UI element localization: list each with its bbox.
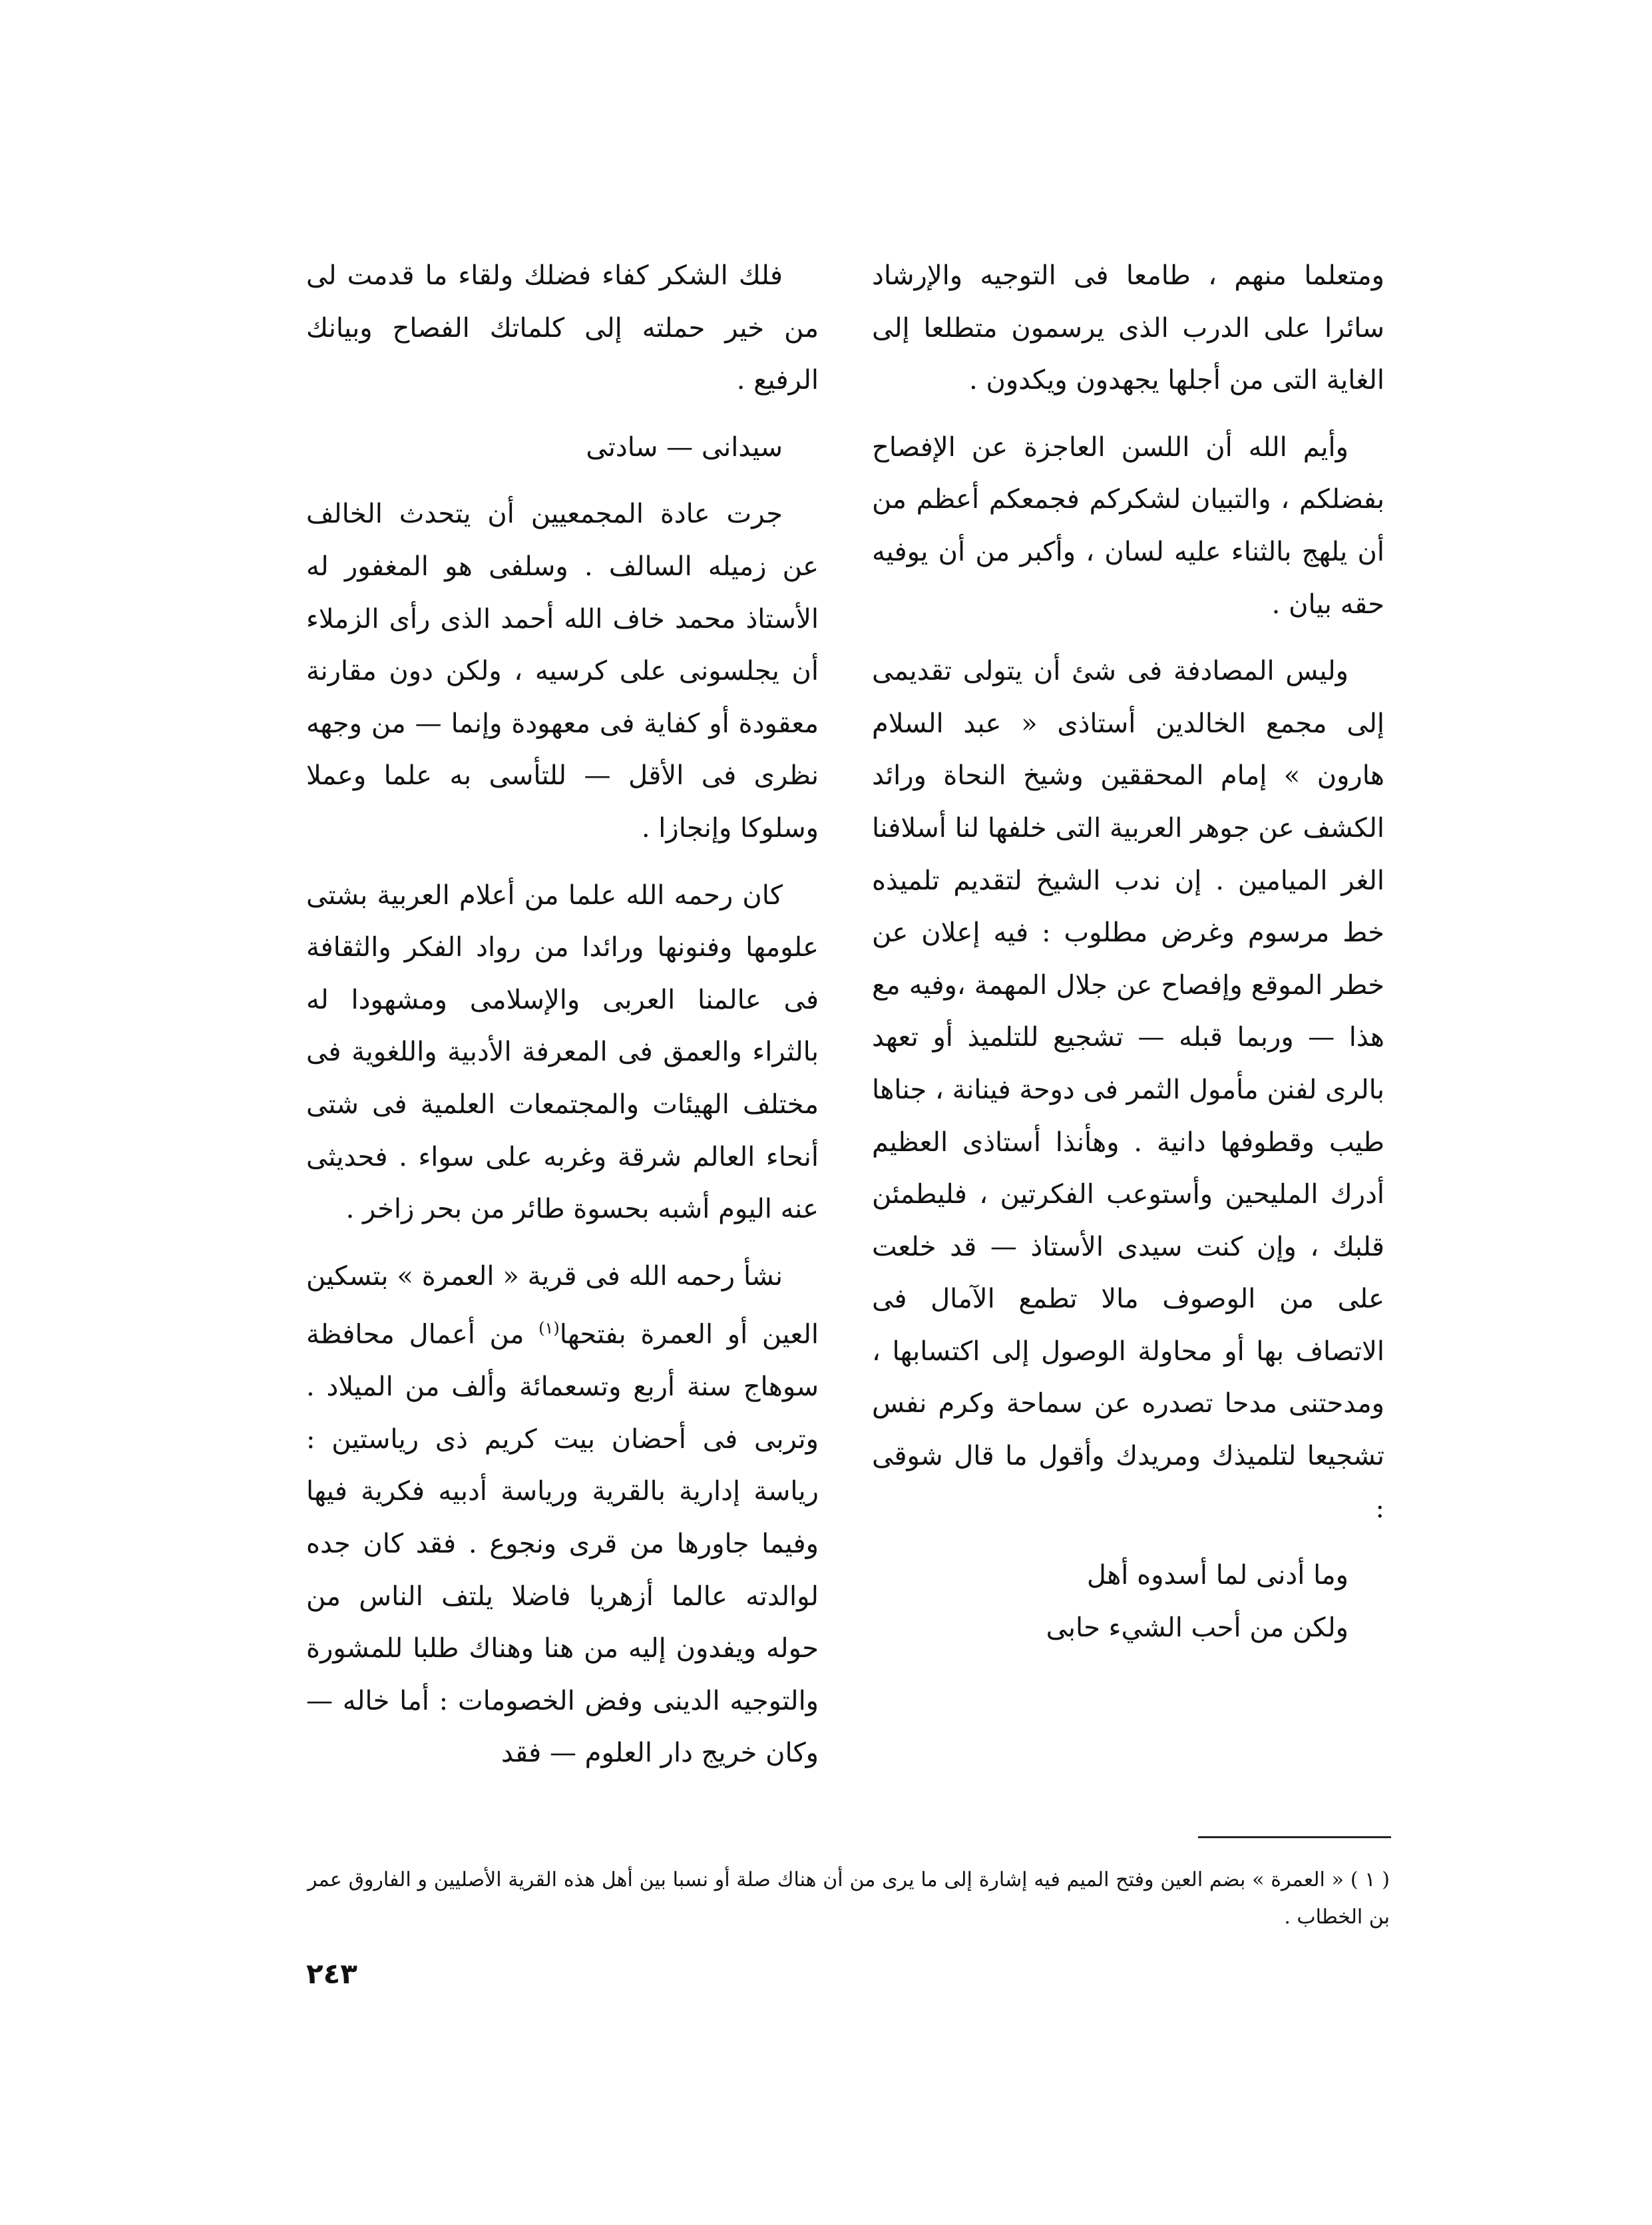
paragraph-text: نشأ رحمه الله فى قرية « العمرة » بتسكين العين أو العمرة بفتحها (306, 1260, 819, 1350)
poem-verse: ولكن من أحب الشيء حابى (1046, 1612, 1348, 1643)
page-number: ٢٤٣ (306, 1957, 357, 1990)
paragraph-text: من أعمال محافظة سوهاج سنة أربع وتسعمائة وألف من الميلاد . وتربى فى أحضان بيت كريم ذى رياستين : رياسة إدارية بالقرية ورياسة أدبيه فكرية فيها وفيما جاورها من قرى ونجوع . فقد كان جده لوالدته عالما أزهريا فاضلا يلتف الناس من حوله ويفدون إليه من هنا وهناك طلبا للمشورة والتوجيه الدينى وفض الخصومات : أما خاله — وكان خريج دار العلوم — فقد (306, 1319, 819, 1769)
paragraph: وأيم الله أن اللسن العاجزة عن الإفصاح بفضلكم ، والتبيان لشكركم فجمعكم أعظم من أن يلهج بالثناء عليه لسان ، وأكبر من أن يوفيه حقه بيان . (872, 431, 1385, 620)
poem-verse: وما أدنى لما أسدوه أهل (1086, 1560, 1348, 1591)
right-column (872, 250, 1384, 1654)
paragraph (306, 1250, 819, 1780)
paragraph: وليس المصادفة فى شئ أن يتولى تقديمى إلى مجمع الخالدين أستاذى « عبد السلام هارون » إمام المحققين وشيخ النحاة ورائد الكشف عن جوهر العربية التى خلفها لنا أسلافنا الغر الميامين . إن ندب الشيخ لتقديم تلميذه خط مرسوم وغرض مطلوب : فيه إعلان عن خطر الموقع وإفصاح عن جلال المهمة ،وفيه مع هذا — وربما قبله — تشجيع للتلميذ أو تعهد بالرى لفنن مأمول الثمر فى دوحة فينانة ، جناها طيب وقطوفها دانية . وهأنذا أستاذى العظيم أدرك المليحين وأستوعب الفكرتين ، فليطمئن قلبك ، وإن كنت سيدى الأستاذ — قد خلعت على من الوصوف مالا تطمع الآمال فى الاتصاف بها أو محاولة الوصول إلى اكتسابها ، ومدحتنى مدحا تصدره عن سماحة وكرم نفس تشجيعا لتلميذك ومريدك وأقول ما قال شوقى : (872, 656, 1384, 1524)
paragraph: ومتعلما منهم ، طامعا فى التوجيه والإرشاد سائرا على الدرب الذى يرسمون متطلعا إلى الغاية التى من أجلها يجهدون ويكدون . (872, 260, 1384, 396)
paragraph: جرت عادة المجمعيين أن يتحدث الخالف عن زميله السالف . وسلفى هو المغفور له الأستاذ محمد خاف الله أحمد الذى رأى الزملاء أن يجلسونى على كرسيه ، ولكن دون مقارنة معقودة أو كفاية فى معهودة وإنما — من وجهه نظرى فى الأقل — للتأسى به علما وعملا وسلوكا وإنجازا . (306, 499, 819, 844)
salutation: سيدانى — سادتى (586, 431, 783, 463)
paragraph: فلك الشكر كفاء فضلك ولقاء ما قدمت لى من خير حملته إلى كلماتك الفصاح وبيانك الرفيع . (306, 260, 819, 396)
paragraph: كان رحمه الله علما من أعلام العربية بشتى علومها وفنونها ورائدا من رواد الفكر والثقافة فى عالمنا العربى والإسلامى ومشهودا له بالثراء والعمق فى المعرفة الأدبية واللغوية فى مختلف الهيئات والمجتمعات العلمية فى شتى أنحاء العالم شرقة وغربه على سواء . فحديثى عنه اليوم أشبه بحسوة طائر من بحر زاخر . (306, 879, 819, 1225)
left-column (306, 250, 819, 1794)
footnote-separator (1198, 1836, 1391, 1838)
footnote: ( ١ ) « العمرة » بضم العين وفتح الميم فيه إشارة إلى ما يرى من أن هناك صلة أو نسبا بين أهل هذه القرية الأصليين و الفاروق عمر بن الخطاب . (308, 1868, 1390, 1929)
footnote-reference: (١) (538, 1319, 560, 1338)
